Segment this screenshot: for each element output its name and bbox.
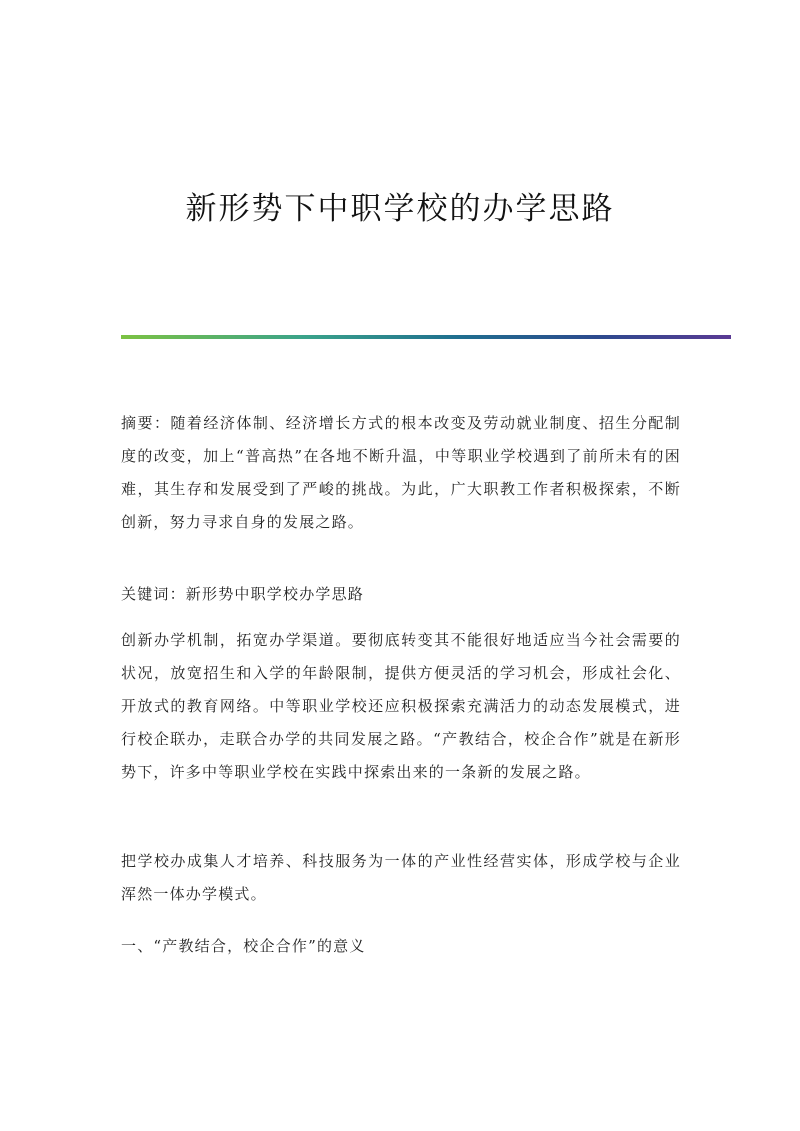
title-divider	[121, 335, 731, 339]
section-heading: 一、“产教结合，校企合作”的意义	[121, 937, 366, 955]
keywords-line: 关键词：新形势中职学校办学思路	[121, 585, 365, 603]
body-paragraph: 把学校办成集人才培养、科技服务为一体的产业性经营实体，形成学校与企业浑然一体办学模式。	[121, 852, 681, 903]
document-title: 新形势下中职学校的办学思路	[185, 191, 615, 227]
body-paragraph: 创新办学机制，拓宽办学渠道。要彻底转变其不能很好地适应当今社会需要的状况，放宽招生和入学的年龄限制，提供方便灵活的学习机会，形成社会化、开放式的教育网络。中等职业学校还应积极探索充满活力的动态发展模式，进行校企联办，走联合办学的共同发展之路。“产教结合，校企合作”就是在新形势下，许多中等职业学校在实践中探索出来的一条新的发展之路。	[121, 631, 681, 781]
abstract-paragraph: 摘要：随着经济体制、经济增长方式的根本改变及劳动就业制度、招生分配制度的改变，加上“普高热”在各地不断升温，中等职业学校遇到了前所未有的困难，其生存和发展受到了严峻的挑战。为此，广大职教工作者积极探索，不断创新，努力寻求自身的发展之路。	[121, 414, 681, 531]
